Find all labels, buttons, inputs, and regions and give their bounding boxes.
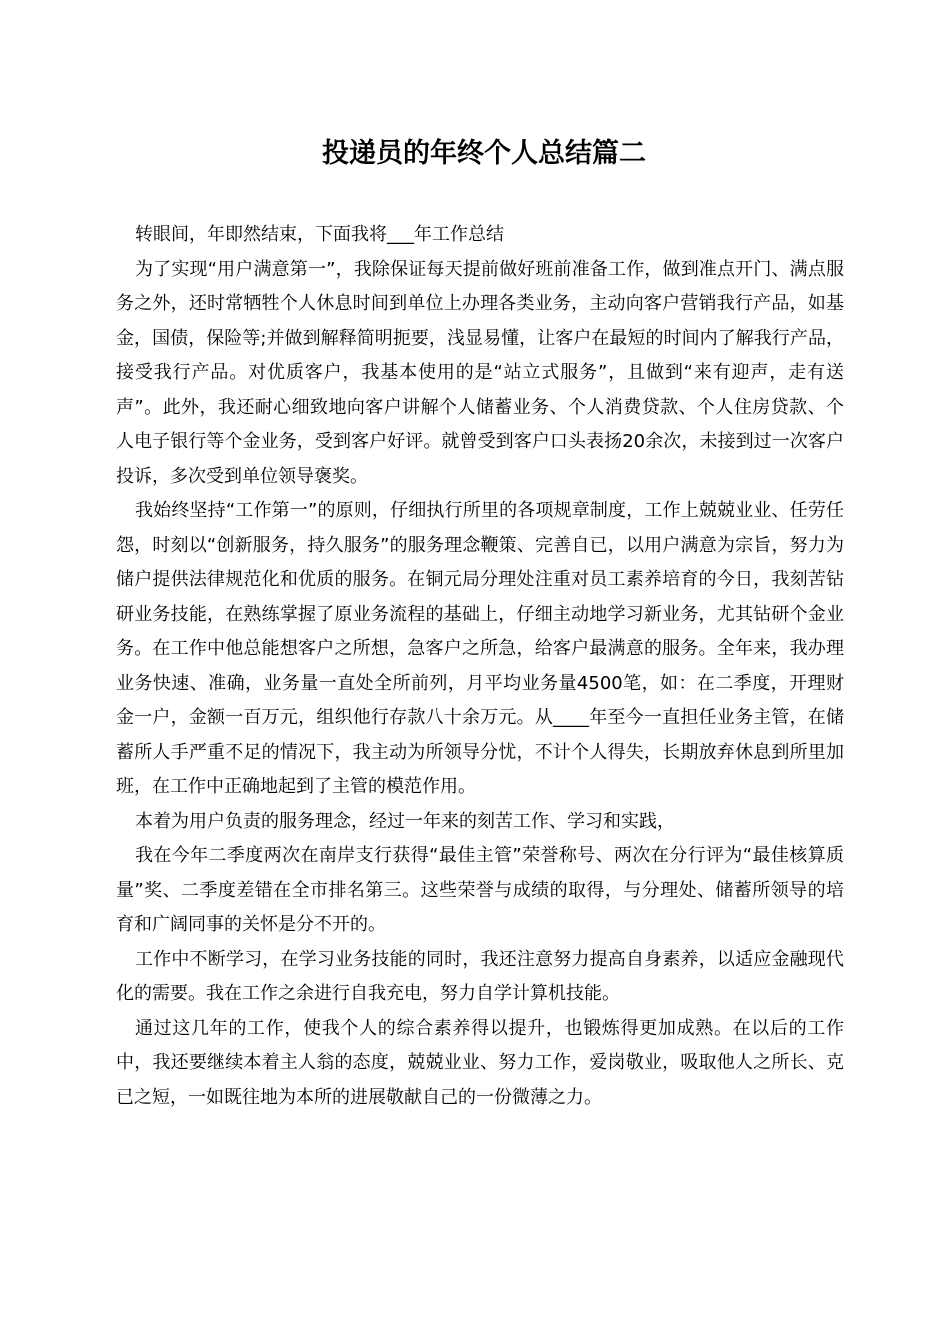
paragraph-conclusion: 通过这几年的工作，使我个人的综合素养得以提升，也锻炼得更加成熟。在以后的工作中，我还要继续本着主人翁的态度，兢兢业业、努力工作，爱岗敬业，吸取他人之所长、克已之短，一如既往地为本所的进展敬献自己的一份微薄之力。 — [116, 1017, 844, 1108]
document-title: 投递员的年终个人总结篇二 — [322, 138, 646, 169]
document-body — [116, 218, 844, 1115]
paragraph-honors: 我在今年二季度两次在南岸支行获得“最佳主管”荣誉称号、两次在分行评为“最佳核算质量”奖、二季度差错在全市排名第三。这些荣誉与成绩的取得，与分理处、储蓄所领导的培育和广阔同事的关怀是分不开的。 — [116, 845, 844, 935]
paragraph-intro: 转眼间，年即然结束，下面我将___年工作总结 — [135, 224, 504, 245]
paragraph-work-principle: 我始终坚持“工作第一”的原则，仔细执行所里的各项规章制度，工作上兢兢业业、任劳任怨，时刻以“创新服务，持久服务”的服务理念鞭策、完善自已，以用户满意为宗旨，努力为储户提供法律规范化和优质的服务。在铜元局分理处注重对员工素养培育的今日，我刻苦钻研业务技能，在熟练掌握了原业务流程的基础上，仔细主动地学习新业务，尤其钻研个金业务。在工作中他总能想客户之所想，急客户之所急，给客户最满意的服务。全年来，我办理业务快速、准确，业务量一直处全所前列，月平均业务量4500笔，如：在二季度，开理财金一户，金额一百万元，组织他行存款八十余万元。从____年至今一直担任业务主管，在储蓄所人手严重不足的情况下，我主动为所领导分忧，不计个人得失，长期放弃休息到所里加班，在工作中正确地起到了主管的模范作用。 — [116, 500, 844, 797]
paragraph-service-concept: 本着为用户负责的服务理念，经过一年来的刻苦工作、学习和实践， — [135, 810, 675, 832]
paragraph-customer-service: 为了实现“用户满意第一”，我除保证每天提前做好班前准备工作，做到准点开门、满点服务之外，还时常牺牲个人休息时间到单位上办理各类业务，主动向客户营销我行产品，如基金，国债，保险等;并做到解释简明扼要，浅显易懂，让客户在最短的时间内了解我行产品，接受我行产品。对优质客户，我基本使用的是“站立式服务”，且做到“来有迎声，走有送声”。此外，我还耐心细致地向客户讲解个人储蓄业务、个人消费贷款、个人住房贷款、个人电子银行等个金业务，受到客户好评。就曾受到客户口头表扬20余次，未接到过一次客户投诉，多次受到单位领导褒奖。 — [116, 258, 844, 487]
paragraph-self-study: 工作中不断学习，在学习业务技能的同时，我还注意努力提高自身素养，以适应金融现代化的需要。我在工作之余进行自我充电，努力自学计算机技能。 — [116, 948, 844, 1004]
